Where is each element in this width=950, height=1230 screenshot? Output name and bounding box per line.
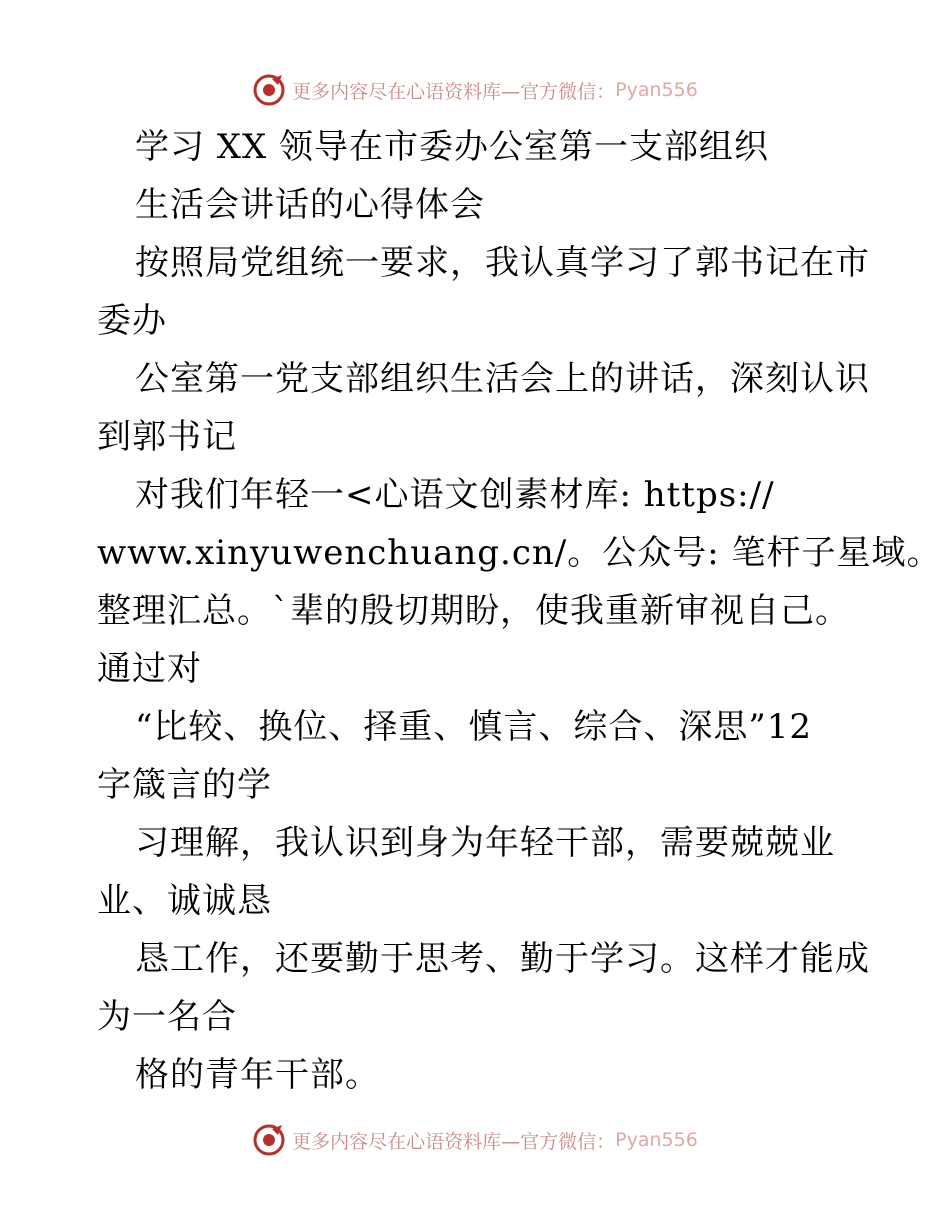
text-line: 习理解，我认识到身为年轻干部，需要兢兢业 [135,823,835,863]
text-line: “比较、换位、择重、慎言、综合、深思”12 [135,707,813,747]
text-line: 通过对 [97,649,202,689]
header-watermark [0,70,950,110]
text-line: 学习 XX 领导在市委办公室第一支部组织 [135,127,770,167]
text-line: 到郭书记 [97,417,237,457]
text-line: www.xinyuwenchuang.cn/。公众号: 笔杆子星域。 [97,533,942,573]
watermark-wechat-id: Pyan556 [615,1129,698,1151]
text-line: 生活会讲话的心得体会 [135,185,485,225]
xinyu-logo-icon [252,1123,286,1157]
text-line: 委办 [97,301,167,341]
watermark-wechat-id: Pyan556 [615,79,698,101]
watermark-text: 更多内容尽在心语资料库—官方微信： [292,80,616,103]
xinyu-logo-icon [252,73,286,107]
text-line: 业、诚诚恳 [97,881,272,921]
text-line: 对我们年轻一<心语文创素材库: https:// [135,475,775,515]
text-line: 整理汇总。`辈的殷切期盼，使我重新审视自己。 [97,591,850,631]
document-body [97,118,942,1104]
text-line: 字箴言的学 [97,765,272,805]
text-line: 恳工作，还要勤于思考、勤于学习。这样才能成 [135,939,870,979]
footer-watermark [0,1120,950,1160]
text-line: 按照局党组统一要求，我认真学习了郭书记在市 [135,243,870,283]
text-line: 格的青年干部。 [135,1055,380,1095]
text-line: 为一名合 [97,997,237,1037]
watermark-text: 更多内容尽在心语资料库—官方微信： [292,1130,616,1153]
text-line: 公室第一党支部组织生活会上的讲话，深刻认识 [135,359,870,399]
